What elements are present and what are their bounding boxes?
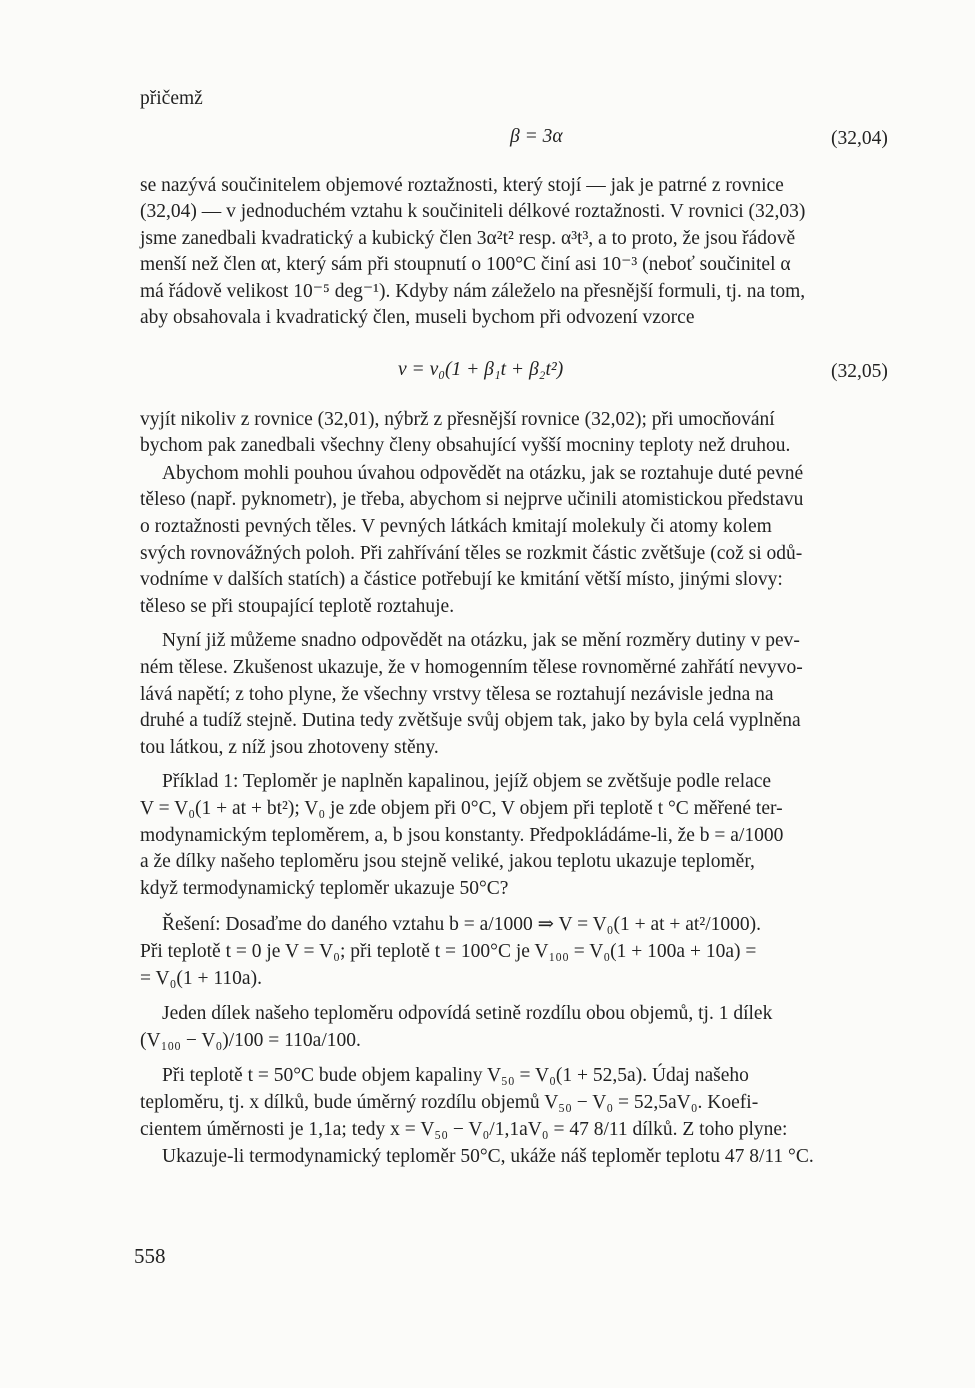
text-line: aby obsahovala i kvadratický člen, museli bychom při odvození vzorce (140, 307, 695, 328)
text-line: lává napětí; z toho plyne, že všechny vrstvy tělesa se roztahují nezávisle jedna na (140, 684, 774, 705)
text-line: bychom pak zanedbali všechny členy obsahující vyšší mocniny teploty než druhou. (140, 435, 791, 456)
text-line: přičemž (140, 88, 203, 109)
text-line: druhé a tudíž stejně. Dutina tedy zvětšuje svůj objem tak, jako by byla celá vyplněna (140, 710, 801, 731)
equation-32-05: v = v₀(1 + β₁t + β₂t²) (398, 359, 564, 380)
text-line: se nazývá součinitelem objemové roztažnosti, který stojí — jak je patrné z rovnice (140, 175, 784, 196)
text-line: Ukazuje-li termodynamický teploměr 50°C, ukáže náš teploměr teplotu 47 8/11 °C. (162, 1146, 814, 1167)
paragraph-start: Jeden dílek našeho teploměru odpovídá setině rozdílu obou objemů, tj. 1 dílek (162, 1003, 773, 1024)
paragraph-start: Abychom mohli pouhou úvahou odpovědět na otázku, jak se roztahuje duté pevné (162, 463, 804, 484)
text-line: má řádově velikost 10⁻⁵ deg⁻¹). Kdyby nám záleželo na přesnější formuli, tj. na tom, (140, 281, 806, 302)
text-line: teploměru, tj. x dílků, bude úměrný rozdílu objemů V₅₀ − V₀ = 52,5aV₀. Koefi- (140, 1092, 759, 1113)
text-line: (V₁₀₀ − V₀)/100 = 110a/100. (140, 1030, 361, 1051)
text-line: V = V₀(1 + at + bt²); V₀ je zde objem při 0°C, V objem při teplotě t °C měřené ter- (140, 798, 783, 819)
text-line: vyjít nikoliv z rovnice (32,01), nýbrž z přesnější rovnice (32,02); při umocňování (140, 409, 775, 430)
text-line: jsme zanedbali kvadratický a kubický člen 3α²t² resp. α³t³, a to proto, že jsou řádově (140, 228, 796, 249)
text-line: (32,04) — v jednoduchém vztahu k součiniteli délkové roztažnosti. V rovnici (32,03) (140, 201, 806, 222)
text-line: svých rovnovážných poloh. Při zahřívání těles se rozkmit částic zvětšuje (což si odů- (140, 543, 803, 564)
text-line: a že dílky našeho teploměru jsou stejně veliké, jakou teplotu ukazuje teploměr, (140, 851, 755, 872)
text-line: o roztažnosti pevných těles. V pevných látkách kmitají molekuly či atomy kolem (140, 516, 772, 537)
text-line: modynamickým teploměrem, a, b jsou konstanty. Předpokládáme-li, že b = a/1000 (140, 825, 784, 846)
text-line: Při teplotě t = 0 je V = V₀; při teplotě t = 100°C je V₁₀₀ = V₀(1 + 100a + 10a) = (140, 941, 757, 962)
text-line: menší než člen αt, který sám při stoupnutí o 100°C činí asi 10⁻³ (neboť součinitel α (140, 254, 791, 275)
text-line: když termodynamický teploměr ukazuje 50°C? (140, 878, 509, 899)
text-line: tou látkou, z níž jsou zhotoveny stěny. (140, 737, 439, 758)
example-heading: Příklad 1: Teploměr je naplněn kapalinou, jejíž objem se zvětšuje podle relace (162, 771, 772, 792)
paragraph-start: Při teplotě t = 50°C bude objem kapaliny V₅₀ = V₀(1 + 52,5a). Údaj našeho (162, 1065, 749, 1086)
text-line: ném tělese. Zkušenost ukazuje, že v homogenním tělese rovnoměrné zahřátí nevyvo- (140, 657, 803, 678)
equation-number: (32,05) (831, 361, 888, 382)
equation-number: (32,04) (831, 128, 888, 149)
paragraph-start: Nyní již můžeme snadno odpovědět na otázku, jak se mění rozměry dutiny v pev- (162, 630, 800, 651)
text-line: cientem úměrnosti je 1,1a; tedy x = V₅₀ − V₀/1,1aV₀ = 47 8/11 dílků. Z toho plyne: (140, 1119, 788, 1140)
page-number: 558 (134, 1244, 166, 1268)
text-line: těleso (např. pyknometr), je třeba, abychom si nejprve učinili atomistickou představu (140, 489, 804, 510)
equation-32-04: β = 3α (510, 126, 563, 147)
text-line: vodníme v dalších statích) a částice potřebují ke kmitání větší místo, jinými slovy: (140, 569, 783, 590)
solution-heading: Řešení: Dosaďme do daného vztahu b = a/1000 ⇒ V = V₀(1 + at + at²/1000). (162, 914, 761, 935)
text-line: těleso se při stoupající teplotě roztahuje. (140, 596, 455, 617)
text-line: = V₀(1 + 110a). (140, 968, 262, 989)
